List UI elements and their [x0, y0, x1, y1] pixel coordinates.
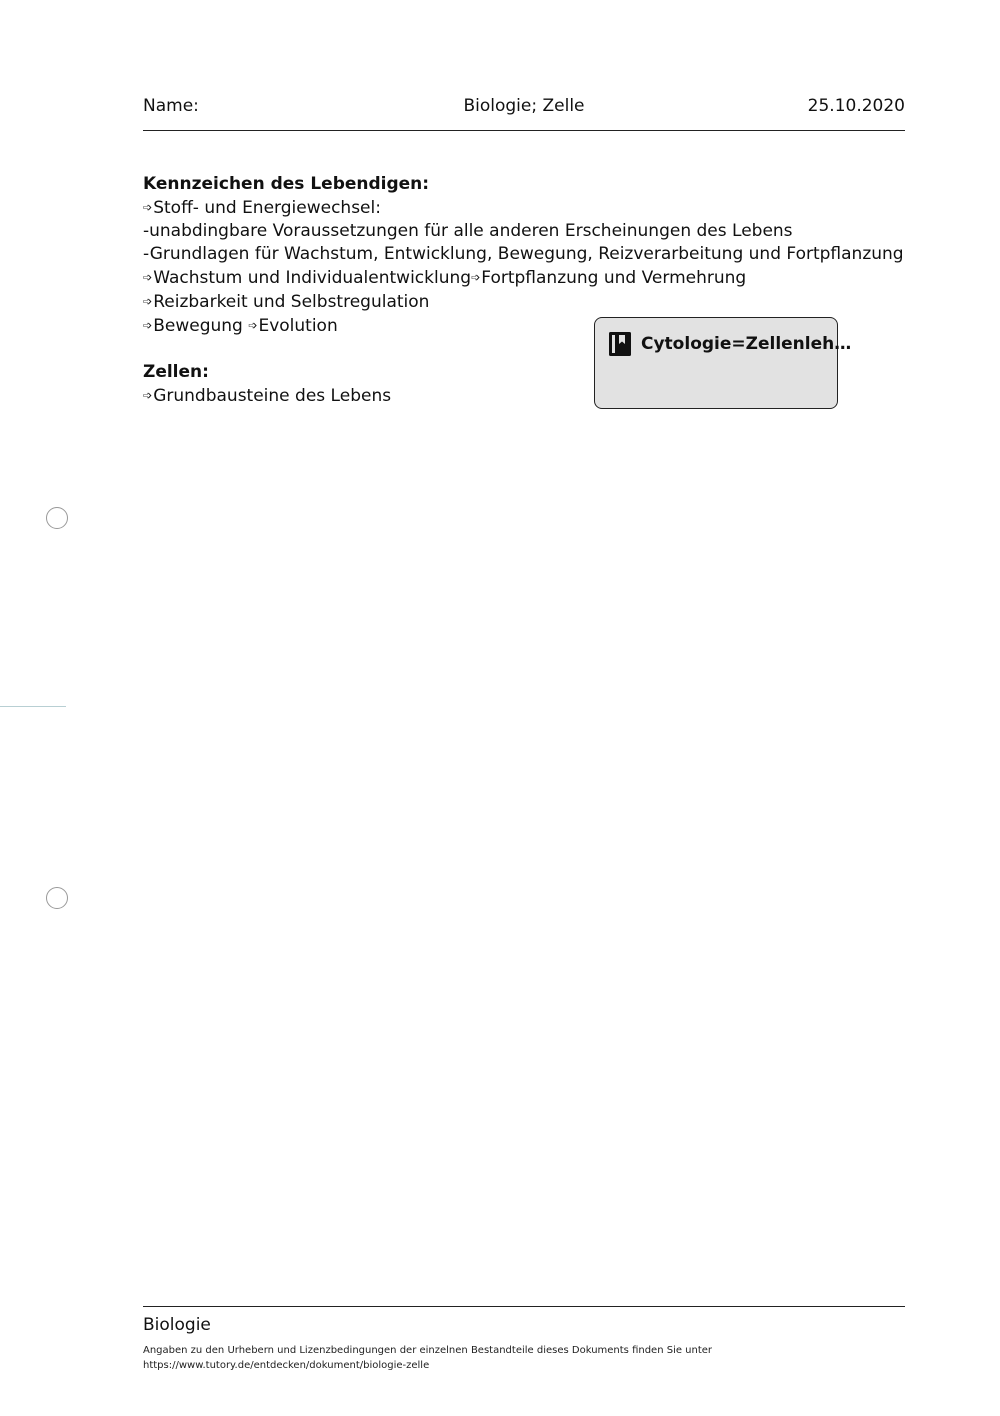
footer-note-line: Angaben zu den Urhebern und Lizenzbedingungen der einzelnen Bestandteile dieses Dokuments finden Sie unter: [143, 1345, 713, 1356]
footer-subject: Biologie: [143, 1315, 211, 1335]
arrow-icon: ➩: [471, 271, 481, 284]
arrow-icon: ➩: [143, 319, 153, 332]
footer-url[interactable]: https://www.tutory.de/entdecken/dokument/biologie-zelle: [143, 1360, 430, 1371]
fold-mark: [0, 706, 66, 707]
arrow-icon: ➩: [143, 295, 153, 308]
glossary-box[interactable]: [594, 317, 852, 409]
text-line: -Grundlagen für Wachstum, Entwicklung, Bewegung, Reizverarbeitung und Fortpflanzung: [143, 244, 904, 264]
punch-hole-top: [46, 507, 68, 529]
text-line: ➩Bewegung ➩Evolution: [143, 316, 338, 336]
section-heading-lebendigen: Kennzeichen des Lebendigen:: [143, 174, 430, 194]
text-line: ➩Stoff- und Energiewechsel:: [143, 198, 381, 218]
text-line: ➩Reizbarkeit und Selbstregulation: [143, 292, 430, 312]
footer-divider: [143, 1306, 905, 1307]
arrow-icon: ➩: [248, 319, 258, 332]
arrow-icon: ➩: [143, 389, 153, 402]
text-line: -unabdingbare Voraussetzungen für alle anderen Erscheinungen des Lebens: [143, 221, 793, 241]
text-line: ➩Grundbausteine des Lebens: [143, 386, 392, 406]
book-bookmark-icon: [607, 330, 635, 358]
text-line: ➩Wachstum und Individualentwicklung➩Fortpflanzung und Vermehrung: [143, 268, 747, 288]
arrow-icon: ➩: [143, 201, 153, 214]
document-date: 25.10.2020: [807, 96, 905, 116]
arrow-icon: ➩: [143, 271, 153, 284]
name-label: Name:: [143, 96, 199, 116]
document-title: Biologie; Zelle: [463, 96, 585, 116]
punch-hole-bottom: [46, 887, 68, 909]
footer-license-note: [143, 1343, 712, 1373]
section-heading-zellen: Zellen:: [143, 362, 209, 382]
glossary-label: Cytologie=Zellenleh…: [641, 334, 852, 354]
page-header: [143, 94, 905, 131]
